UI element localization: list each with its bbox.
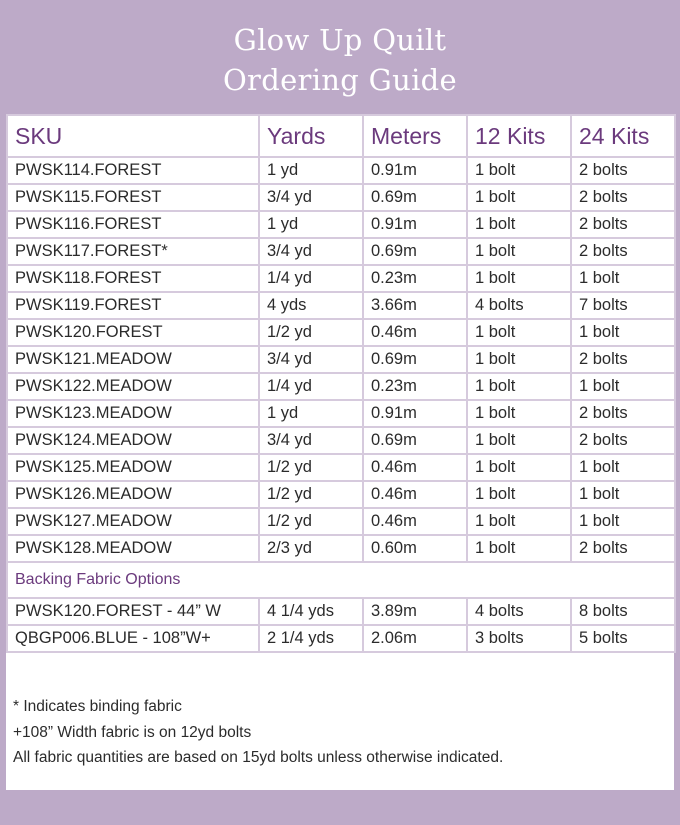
yards-cell: 1/2 yd xyxy=(259,454,363,481)
meters-cell: 0.46m xyxy=(363,481,467,508)
meters-cell: 0.69m xyxy=(363,427,467,454)
yards-cell: 3/4 yd xyxy=(259,238,363,265)
column-header-24-kits: 24 Kits xyxy=(571,115,675,157)
table-row xyxy=(7,373,675,400)
12-kits-cell: 1 bolt xyxy=(467,427,571,454)
yards-cell: 4 1/4 yds xyxy=(259,598,363,625)
meters-cell: 2.06m xyxy=(363,625,467,652)
meters-cell: 0.69m xyxy=(363,184,467,211)
yards-cell: 1 yd xyxy=(259,400,363,427)
24-kits-cell: 5 bolts xyxy=(571,625,675,652)
meters-cell: 3.89m xyxy=(363,598,467,625)
yards-cell: 2/3 yd xyxy=(259,535,363,562)
yards-cell: 3/4 yd xyxy=(259,184,363,211)
sku-cell: PWSK125.MEADOW xyxy=(7,454,259,481)
sku-cell: PWSK118.FOREST xyxy=(7,265,259,292)
backing-row xyxy=(7,598,675,625)
sku-cell: PWSK114.FOREST xyxy=(7,157,259,184)
12-kits-cell: 1 bolt xyxy=(467,400,571,427)
table-header-row xyxy=(7,115,675,157)
24-kits-cell: 1 bolt xyxy=(571,508,675,535)
yards-cell: 2 1/4 yds xyxy=(259,625,363,652)
yards-cell: 1 yd xyxy=(259,157,363,184)
sku-cell: PWSK126.MEADOW xyxy=(7,481,259,508)
yards-cell: 1/4 yd xyxy=(259,265,363,292)
yards-cell: 1/2 yd xyxy=(259,319,363,346)
24-kits-cell: 1 bolt xyxy=(571,319,675,346)
meters-cell: 0.91m xyxy=(363,400,467,427)
section-row xyxy=(7,562,675,598)
12-kits-cell: 1 bolt xyxy=(467,454,571,481)
table-row xyxy=(7,535,675,562)
12-kits-cell: 3 bolts xyxy=(467,625,571,652)
meters-cell: 3.66m xyxy=(363,292,467,319)
24-kits-cell: 7 bolts xyxy=(571,292,675,319)
sku-cell: PWSK124.MEADOW xyxy=(7,427,259,454)
column-header-sku: SKU xyxy=(7,115,259,157)
24-kits-cell: 2 bolts xyxy=(571,184,675,211)
ordering-table-panel xyxy=(6,114,674,790)
12-kits-cell: 1 bolt xyxy=(467,535,571,562)
column-header-meters: Meters xyxy=(363,115,467,157)
sku-cell: PWSK117.FOREST* xyxy=(7,238,259,265)
backing-row xyxy=(7,625,675,652)
24-kits-cell: 1 bolt xyxy=(571,265,675,292)
sku-cell: PWSK121.MEADOW xyxy=(7,346,259,373)
guide-title xyxy=(6,6,674,114)
24-kits-cell: 1 bolt xyxy=(571,454,675,481)
24-kits-cell: 2 bolts xyxy=(571,211,675,238)
table-row xyxy=(7,400,675,427)
12-kits-cell: 1 bolt xyxy=(467,373,571,400)
yards-cell: 1 yd xyxy=(259,211,363,238)
footnote-binding: * Indicates binding fabric xyxy=(13,698,182,715)
sku-cell: PWSK120.FOREST xyxy=(7,319,259,346)
sku-cell: PWSK116.FOREST xyxy=(7,211,259,238)
meters-cell: 0.46m xyxy=(363,454,467,481)
meters-cell: 0.60m xyxy=(363,535,467,562)
24-kits-cell: 1 bolt xyxy=(571,373,675,400)
12-kits-cell: 1 bolt xyxy=(467,265,571,292)
yards-cell: 1/2 yd xyxy=(259,508,363,535)
24-kits-cell: 2 bolts xyxy=(571,400,675,427)
meters-cell: 0.69m xyxy=(363,238,467,265)
yards-cell: 1/4 yd xyxy=(259,373,363,400)
column-header-yards: Yards xyxy=(259,115,363,157)
sku-cell: PWSK122.MEADOW xyxy=(7,373,259,400)
yards-cell: 3/4 yd xyxy=(259,427,363,454)
meters-cell: 0.46m xyxy=(363,319,467,346)
title-line-2: Ordering Guide xyxy=(222,63,457,97)
meters-cell: 0.46m xyxy=(363,508,467,535)
24-kits-cell: 1 bolt xyxy=(571,481,675,508)
12-kits-cell: 4 bolts xyxy=(467,292,571,319)
footnote-bolts: All fabric quantities are based on 15yd bolts unless otherwise indicated. xyxy=(13,749,504,766)
meters-cell: 0.91m xyxy=(363,157,467,184)
meters-cell: 0.23m xyxy=(363,265,467,292)
meters-cell: 0.69m xyxy=(363,346,467,373)
footnotes xyxy=(6,694,675,771)
sku-cell: PWSK120.FOREST - 44” W xyxy=(7,598,259,625)
table-row xyxy=(7,508,675,535)
table-row xyxy=(7,346,675,373)
24-kits-cell: 2 bolts xyxy=(571,535,675,562)
table-row xyxy=(7,184,675,211)
sku-cell: PWSK119.FOREST xyxy=(7,292,259,319)
24-kits-cell: 2 bolts xyxy=(571,157,675,184)
table-row xyxy=(7,319,675,346)
24-kits-cell: 2 bolts xyxy=(571,238,675,265)
yards-cell: 4 yds xyxy=(259,292,363,319)
title-line-1: Glow Up Quilt xyxy=(233,23,447,57)
section-label-backing: Backing Fabric Options xyxy=(7,562,675,598)
12-kits-cell: 1 bolt xyxy=(467,346,571,373)
12-kits-cell: 1 bolt xyxy=(467,481,571,508)
12-kits-cell: 1 bolt xyxy=(467,508,571,535)
table-row xyxy=(7,211,675,238)
24-kits-cell: 2 bolts xyxy=(571,427,675,454)
meters-cell: 0.91m xyxy=(363,211,467,238)
12-kits-cell: 1 bolt xyxy=(467,238,571,265)
12-kits-cell: 4 bolts xyxy=(467,598,571,625)
12-kits-cell: 1 bolt xyxy=(467,184,571,211)
table-row xyxy=(7,157,675,184)
column-header-12-kits: 12 Kits xyxy=(467,115,571,157)
24-kits-cell: 2 bolts xyxy=(571,346,675,373)
yards-cell: 3/4 yd xyxy=(259,346,363,373)
sku-cell: PWSK115.FOREST xyxy=(7,184,259,211)
sku-cell: QBGP006.BLUE - 108”W+ xyxy=(7,625,259,652)
sku-cell: PWSK128.MEADOW xyxy=(7,535,259,562)
table-row xyxy=(7,427,675,454)
24-kits-cell: 8 bolts xyxy=(571,598,675,625)
footnote-width: +108” Width fabric is on 12yd bolts xyxy=(13,723,252,741)
table-row xyxy=(7,292,675,319)
ordering-table xyxy=(6,114,676,653)
yards-cell: 1/2 yd xyxy=(259,481,363,508)
table-row xyxy=(7,265,675,292)
table-row xyxy=(7,481,675,508)
sku-cell: PWSK127.MEADOW xyxy=(7,508,259,535)
table-row xyxy=(7,454,675,481)
12-kits-cell: 1 bolt xyxy=(467,157,571,184)
12-kits-cell: 1 bolt xyxy=(467,211,571,238)
sku-cell: PWSK123.MEADOW xyxy=(7,400,259,427)
12-kits-cell: 1 bolt xyxy=(467,319,571,346)
meters-cell: 0.23m xyxy=(363,373,467,400)
table-row xyxy=(7,238,675,265)
